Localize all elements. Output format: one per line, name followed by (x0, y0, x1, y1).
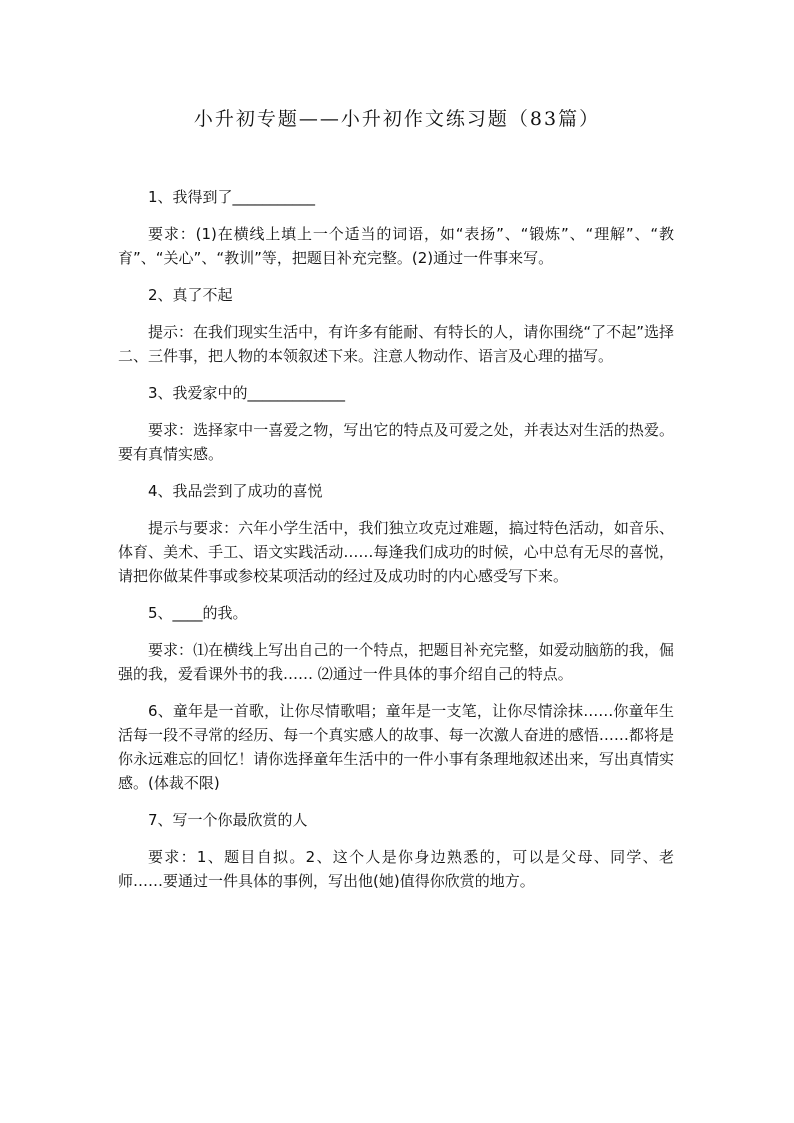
topic-1-heading: 1、我得到了___________ (148, 188, 316, 206)
topic-5-heading: 5、____的我。 (148, 604, 248, 622)
topic-5-requirements: 要求：⑴在横线上写出自己的一个特点，把题目补充完整，如爱动脑筋的我，倔强的我，爱看课外书的我…… ⑵通过一件具体的事介绍自己的特点。 (118, 641, 674, 683)
topic-7-requirements: 要求：1、题目自拟。2、这个人是你身边熟悉的，可以是父母、同学、老师……要通过一件具体的事例，写出他(她)值得你欣赏的地方。 (118, 848, 674, 890)
topic-2-hint: 提示：在我们现实生活中，有许多有能耐、有特长的人，请你围绕“了不起”选择二、三件事，把人物的本领叙述下来。注意人物动作、语言及心理的描写。 (118, 323, 674, 365)
topic-3-requirements: 要求：选择家中一喜爱之物，写出它的特点及可爱之处，并表达对生活的热爱。要有真情实感。 (118, 421, 674, 463)
topic-4-heading: 4、我品尝到了成功的喜悦 (148, 482, 323, 500)
topic-2-heading: 2、真了不起 (148, 286, 233, 304)
document-body (118, 185, 674, 906)
document-title: 小升初专题——小升初作文练习题（83篇） (193, 108, 601, 130)
topic-6-paragraph: 6、童年是一首歌，让你尽情歌唱；童年是一支笔，让你尽情涂抹……你童年生活每一段不寻常的经历、每一个真实感人的故事、每一次激人奋进的感悟……都将是你永远难忘的回忆！请你选择童年生活中的一件小事有条理地叙述出来，写出真情实感。(体裁不限) (118, 702, 674, 792)
topic-4-hint: 提示与要求：六年小学生活中，我们独立攻克过难题，搞过特色活动，如音乐、体育、美术、手工、语文实践活动……每逢我们成功的时候，心中总有无尽的喜悦，请把你做某件事或参校某项活动的经过及成功时的内心感受写下来。 (118, 519, 674, 585)
topic-3-heading: 3、我爱家中的_____________ (148, 384, 346, 402)
topic-7-heading: 7、写一个你最欣赏的人 (148, 811, 308, 829)
topic-1-requirements: 要求：(1)在横线上填上一个适当的词语，如“表扬”、“锻炼”、“理解”、“教育”、“关心”、“教训”等，把题目补充完整。(2)通过一件事来写。 (118, 225, 674, 267)
